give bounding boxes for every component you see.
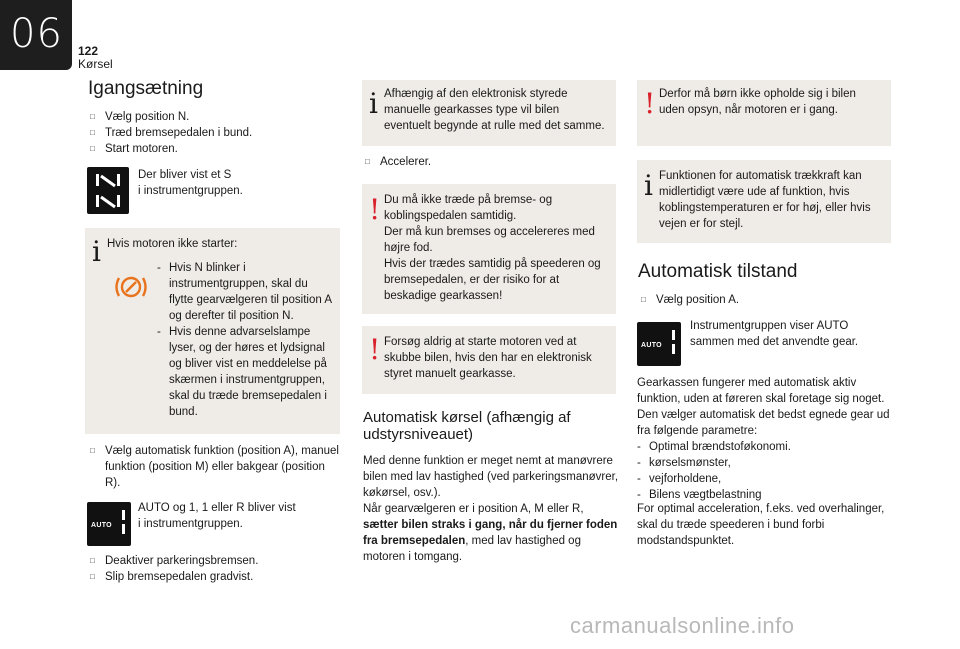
brake-warning-icon [113,272,149,302]
auto-display-text: AUTO og 1, 1 eller R bliver vist i instrumentgruppen. [138,502,296,530]
warning-box-pedals [362,184,616,314]
chapter-tab [0,0,72,70]
step-item: □ Slip bremsepedalen gradvist. [90,569,340,585]
auto-display-icon: AUTO [87,502,131,546]
section-name: Kørsel [78,57,113,71]
warning-text: Du må ikke træde på bremse- og koblingspedalen samtidig. Der må kun bremses og accelereres med højre fod. Hvis der trædes samtidig på speederen og bremsepedalen, er der risiko for at beskadige gearkassen! [384,194,601,302]
watermark: carmanualsonline.info [570,613,795,638]
auto-mode-step-list [90,443,340,491]
info-box-rolling [362,80,616,146]
release-steps-list [90,553,340,585]
parameter-item: - kørselsmønster, [637,455,891,471]
step-item: □ Start motoren. [90,141,335,157]
parameter-item: - vejforholdene, [637,471,891,487]
step-item: □ Vælg position A. [641,292,891,308]
s-display-text: Der bliver vist et S i instrumentgruppen. [138,169,243,197]
warning-box-push-start [362,326,616,394]
warning-text: Forsøg aldrig at starte motoren ved at skubbe bilen, hvis den har en elektronisk styret manuelt gearkasse. [384,336,592,380]
start-steps-list [90,109,335,157]
info-text: Afhængig af den elektronisk styrede manuelle gearkasses type vil bilen eventuelt begynde at rulle med det samme. [384,88,605,132]
warning-icon: ! [369,193,381,226]
gear-parameters-list [637,439,891,503]
info-box-traction [637,160,891,243]
troubleshoot-item: - Hvis N blinker i instrumentgruppen, skal du flytte gearvælgeren til position A og derefter til position N. [157,260,332,324]
info-heading: Hvis motoren ikke starter: [107,238,238,250]
warning-box-children [637,80,891,146]
closing-paragraph: For optimal acceleration, f.eks. ved overhalinger, skal du træde speederen i bund forbi modstandspunktet. [637,503,885,547]
section-title-igangsaetning: Igangsætning [88,78,204,99]
step-item: □ Vælg position N. [90,109,335,125]
accelerate-step-list [365,154,615,170]
info-box-engine-not-starting [85,228,340,434]
info-icon: i [92,235,101,268]
parameter-item: - Bilens vægtbelastning [637,487,891,503]
engine-start-troubleshoot-list [157,260,332,420]
automatic-driving-paragraph: Med denne funktion er meget nemt at manøvrere bilen med lav hastighed (ved parkeringsmanøvrer, køkørsel, osv.). Når gearvælgeren er i position A, M eller R, sætter bilen straks i gang, når du fjerner foden fra bremsepedalen, med lav hastighed og motoren i tomgang. [363,455,619,563]
info-text: Funktionen for automatisk trækkraft kan midlertidigt være ude af funktion, hvis koblingstemperaturen er for høj, eller hvis vejen er for stejl. [659,170,871,230]
step-item: □ Vælg automatisk funktion (position A), manuel funktion (position M) eller bakgear (position R). [90,443,340,491]
section-title-automatic-mode: Automatisk tilstand [638,261,798,282]
automatic-mode-step-list [641,292,891,308]
warning-icon: ! [369,333,381,366]
step-item: □ Deaktiver parkeringsbremsen. [90,553,340,569]
warning-icon: ! [644,87,656,120]
s-arrows-icon [87,167,129,214]
parameter-item: - Optimal brændstoføkonomi. [637,439,891,455]
step-item: □ Accelerer. [365,154,615,170]
warning-text: Derfor må børn ikke opholde sig i bilen uden opsyn, når motoren er i gang. [659,88,856,116]
auto-display-icon: AUTO [637,322,681,366]
info-icon: i [369,87,378,120]
gear-indicator-icon [671,330,677,356]
troubleshoot-item: - Hvis denne advarselslampe lyser, og der høres et lydsignal og bliver vist en meddelelse på skærmen i instrumentgruppen, skal du træde bremsepedalen i bund. [157,324,332,420]
auto-display-text: Instrumentgruppen viser AUTO sammen med det anvendte gear. [690,320,859,348]
automatic-mode-paragraph: Gearkassen fungerer med automatisk aktiv funktion, uden at føreren skal foretage sig noget. Den vælger automatisk det bedst egnede gear ud fra følgende parametre: [637,377,890,437]
gear-s-display-icon [87,167,129,214]
info-icon: i [644,169,653,202]
gear-indicator-icon [121,510,127,536]
section-subtitle-automatic-driving: Automatisk kørsel (afhængig af udstyrsniveauet) [363,409,571,443]
page-number: 122 [78,44,99,58]
step-item: □ Træd bremsepedalen i bund. [90,125,335,141]
chapter-number: 06 [10,11,63,57]
